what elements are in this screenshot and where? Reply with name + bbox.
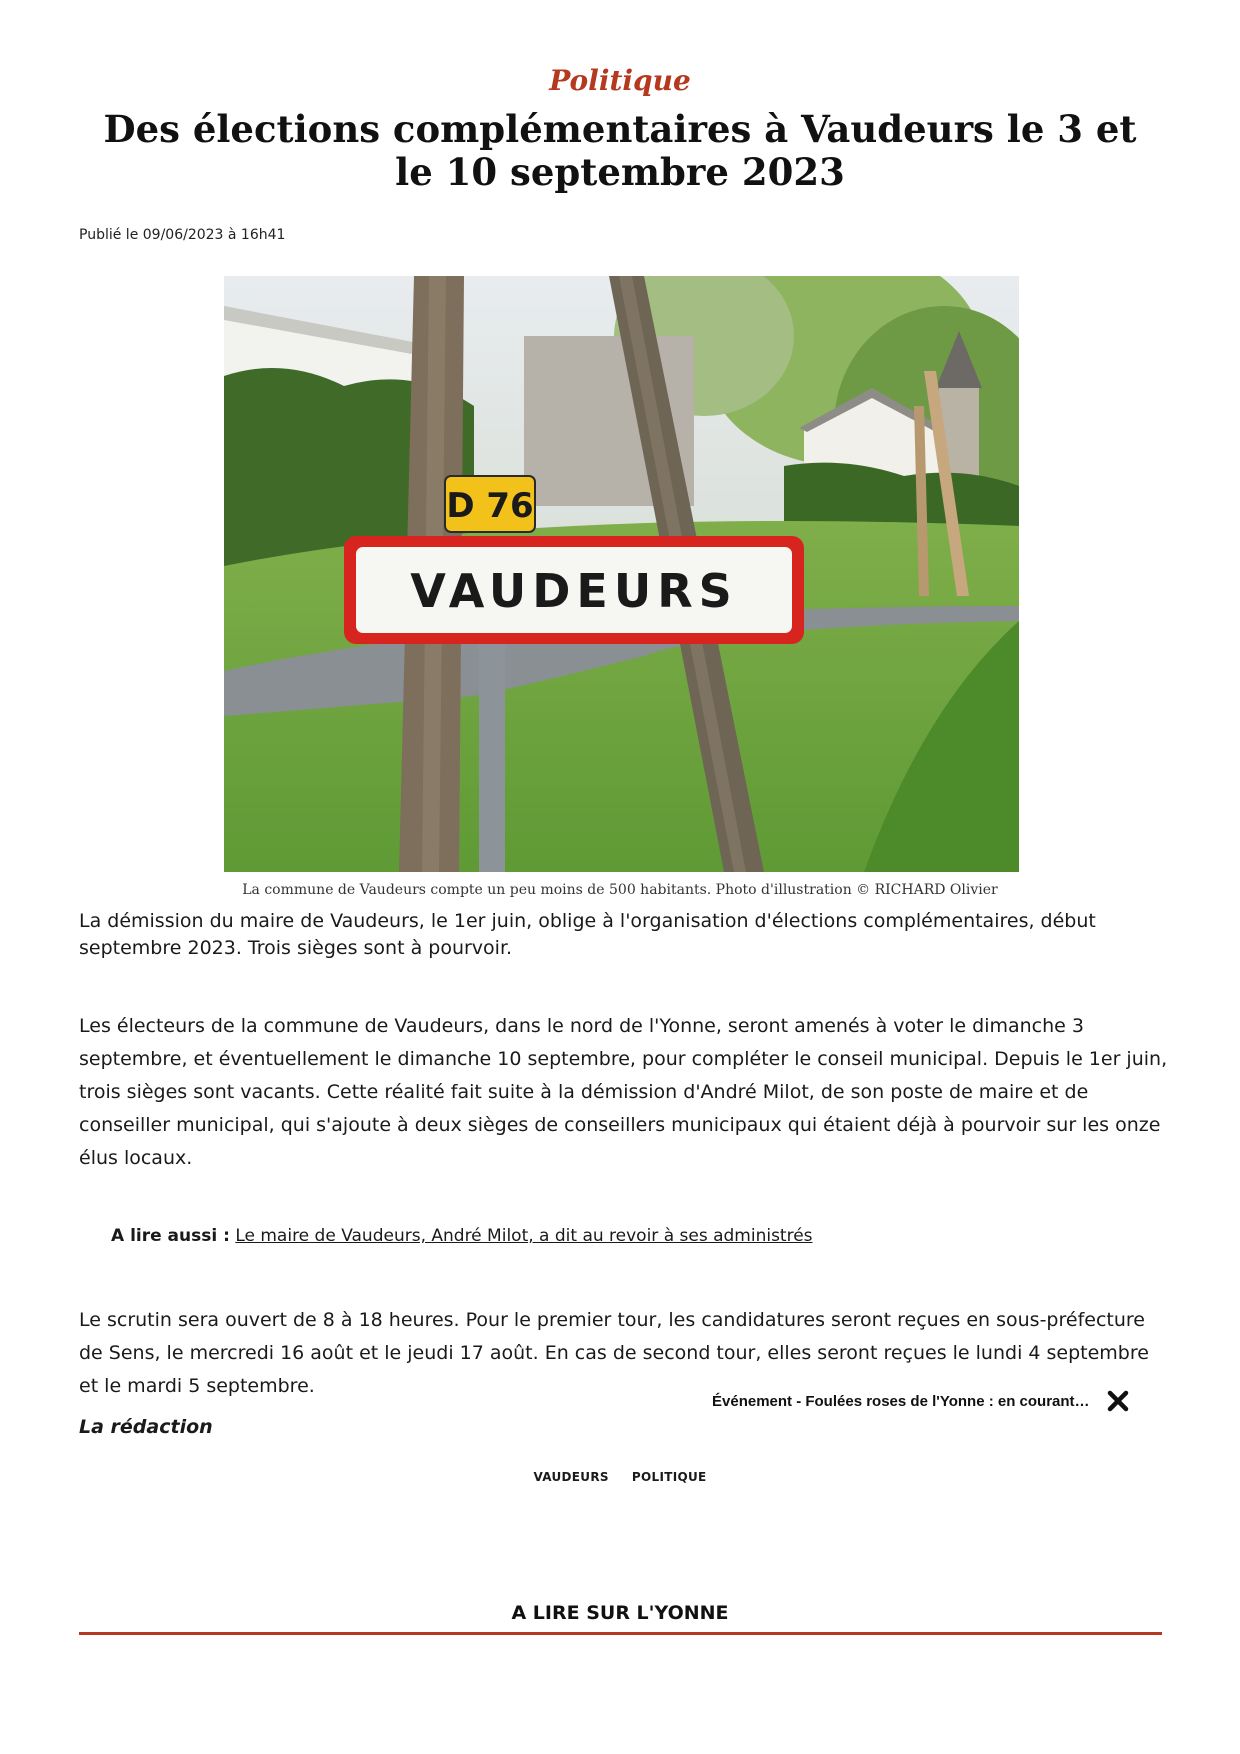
read-also (111, 1226, 813, 1246)
toast-text[interactable]: Événement - Foulées roses de l'Yonne : en courant… (712, 1392, 1090, 1410)
town-sign-name: VAUDEURS (410, 564, 738, 618)
section-divider (79, 1632, 1162, 1635)
close-icon[interactable] (1106, 1389, 1130, 1413)
publish-date: Publié le 09/06/2023 à 16h41 (79, 227, 286, 243)
tag-list (0, 1466, 1240, 1485)
article-category[interactable]: Politique (549, 64, 691, 97)
article-signature: La rédaction (79, 1416, 213, 1438)
article-title: Des élections complémentaires à Vaudeurs le 3 et le 10 septembre 2023 (103, 107, 1137, 194)
article-photo (224, 276, 1019, 872)
read-also-label: A lire aussi : (111, 1226, 230, 1246)
article-paragraph: Les électeurs de la commune de Vaudeurs, dans le nord de l'Yonne, seront amenés à voter le dimanche 3 septembre, et éventuellement le dimanche 10 septembre, pour compléter le conseil municipal. Depuis le 1er juin, trois sièges sont vacants. Cette réalité fait suite à la démission d'André Milot, de son poste de maire et de conseiller municipal, qui s'ajoute à deux sièges de conseillers municipaux qui étaient déjà à pourvoir sur les onze élus locaux. (79, 1015, 1168, 1169)
related-section-heading: A LIRE SUR L'YONNE (511, 1602, 729, 1624)
tag-vaudeurs[interactable]: VAUDEURS (533, 1470, 609, 1484)
photo-caption: La commune de Vaudeurs compte un peu moins de 500 habitants. Photo d'illustration © RICHARD Olivier (242, 882, 998, 898)
read-also-link[interactable]: Le maire de Vaudeurs, André Milot, a dit au revoir à ses administrés (235, 1226, 813, 1246)
tag-politique[interactable]: POLITIQUE (631, 1470, 707, 1484)
news-toast[interactable] (712, 1384, 1162, 1418)
article-lead: La démission du maire de Vaudeurs, le 1er juin, oblige à l'organisation d'élections complémentaires, début septembre 2023. Trois sièges sont à pourvoir. (79, 910, 1096, 959)
article-paragraph: Le scrutin sera ouvert de 8 à 18 heures. Pour le premier tour, les candidatures seront reçues en sous-préfecture de Sens, le mercredi 16 août et le jeudi 17 août. En cas de second tour, elles seront reçues le lundi 4 septembre et le mardi 5 septembre. (79, 1309, 1149, 1397)
road-sign-code: D 76 (446, 486, 534, 526)
